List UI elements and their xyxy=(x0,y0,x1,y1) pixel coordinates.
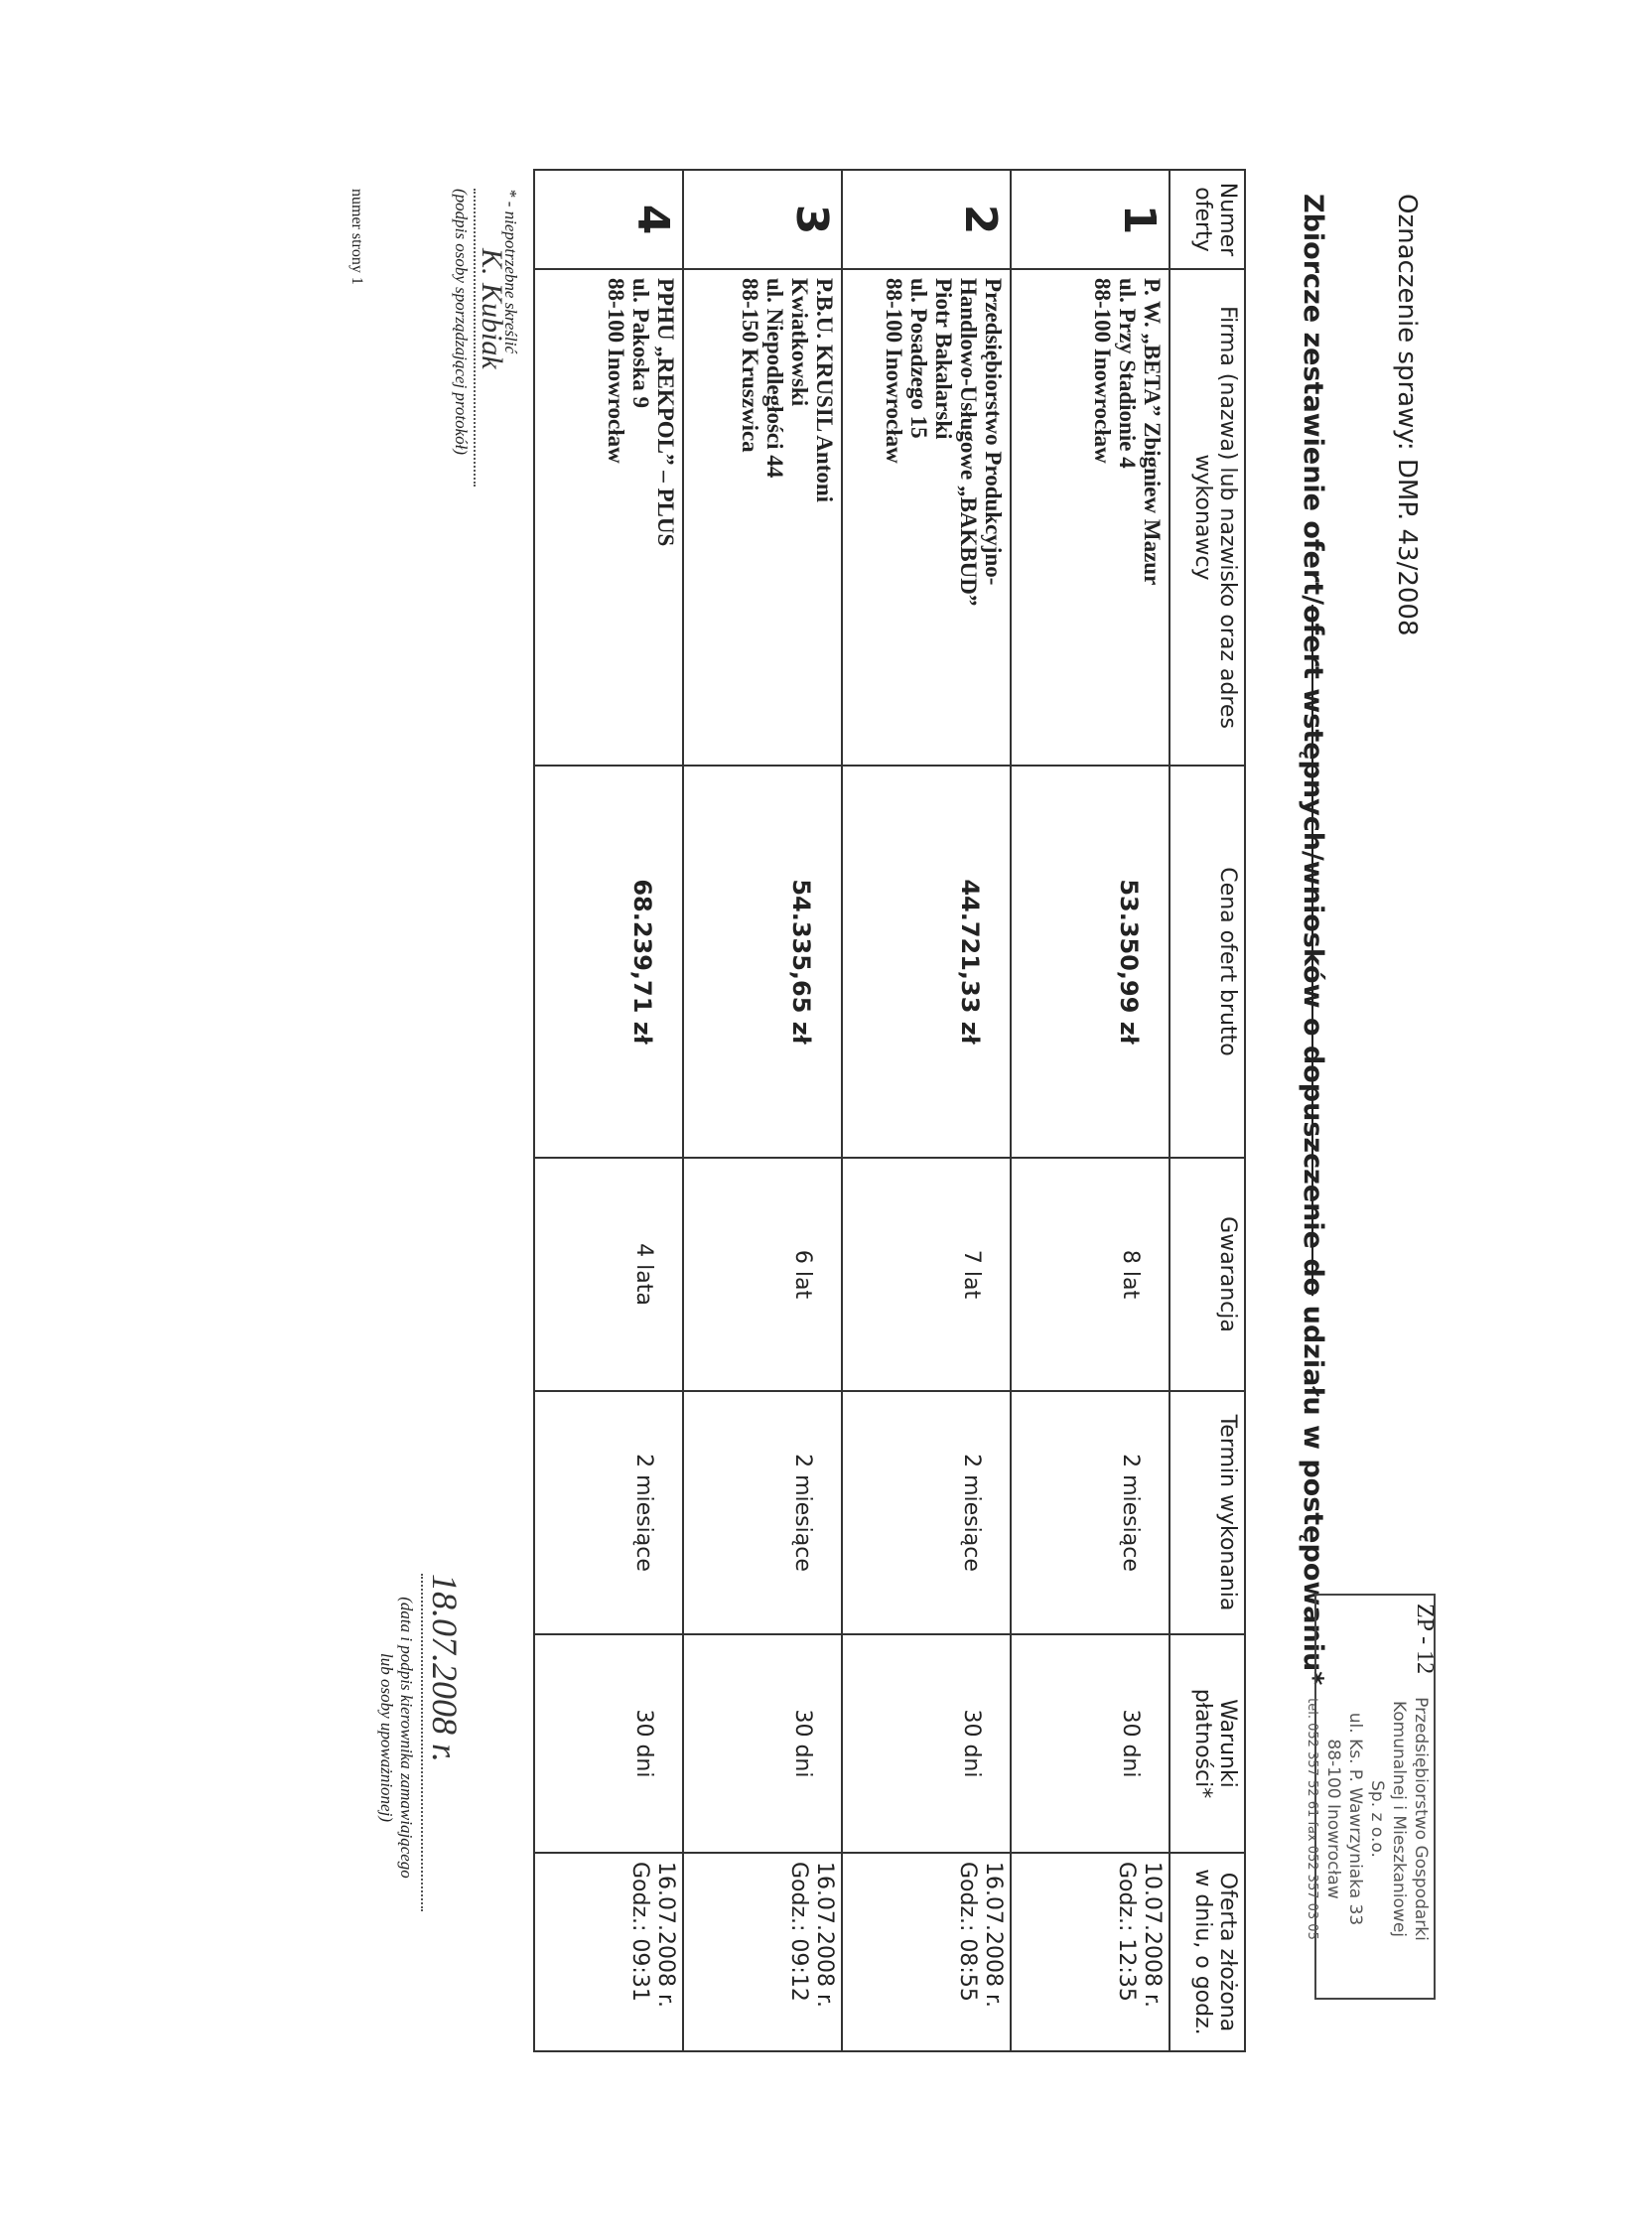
header-term: Termin wykonania xyxy=(1170,1391,1245,1634)
company-stamp xyxy=(1301,1645,1432,1993)
company-cell xyxy=(842,269,1011,766)
header-warranty: Gwarancja xyxy=(1170,1158,1245,1391)
company-line: P. W. „BETA” Zbigniew Mazur xyxy=(1140,278,1165,586)
payment-cell: 30 dni xyxy=(683,1634,842,1853)
header-submitted: Oferta złożona w dniu, o godz. xyxy=(1170,1853,1245,2051)
stamp-line: ul. Ks. P. Wawrzyniaka 33 xyxy=(1345,1712,1365,1926)
company-line: Handlowo-Usługowe „BAKBUD” xyxy=(956,278,981,607)
stamp-line: tel. 052 357 52 61 fax 052 357 03 05 xyxy=(1305,1698,1319,1940)
handwritten-date: 18.07.2008 r. xyxy=(425,1574,465,1763)
form-code-box xyxy=(1305,1594,1438,2000)
header-offer-number: Numer oferty xyxy=(1170,170,1245,269)
date-signature-line xyxy=(421,1574,423,1911)
table-row xyxy=(842,170,1011,2051)
payment-cell: 30 dni xyxy=(1011,1634,1170,1853)
page-number: numer strony 1 xyxy=(348,189,365,285)
company-line: P.B.U. KRUSIL Antoni xyxy=(812,278,837,503)
submitted-date: 16.07.2008 r. xyxy=(981,1862,1006,2008)
company-line: Kwiatkowski xyxy=(787,278,812,407)
submitted-cell xyxy=(683,1853,842,2051)
company-line: 88-100 Inowrocław xyxy=(1090,278,1115,464)
table-row xyxy=(683,170,842,2051)
company-cell xyxy=(1011,269,1170,766)
payment-cell: 30 dni xyxy=(534,1634,683,1853)
term-cell: 2 miesiące xyxy=(1011,1391,1170,1634)
submitted-cell xyxy=(1011,1853,1170,2051)
submitted-cell xyxy=(842,1853,1011,2051)
company-line: PPHU „REKPOL” – PLUS xyxy=(653,278,678,547)
submitted-date: 10.07.2008 r. xyxy=(1140,1862,1165,2008)
submitted-date: 16.07.2008 r. xyxy=(653,1862,678,2008)
caption-line: (data i podpis kierownika zamawiającego xyxy=(397,1597,416,1879)
company-line: 88-100 Inowrocław xyxy=(604,278,628,464)
price-cell: 68.239,71 zł xyxy=(534,766,683,1158)
company-line: Piotr Bakalarski xyxy=(931,278,956,440)
submitted-cell xyxy=(534,1853,683,2051)
case-reference: Oznaczenie sprawy: DMP. 43/2008 xyxy=(1392,194,1422,636)
price-cell: 44.721,33 zł xyxy=(842,766,1011,1158)
term-cell: 2 miesiące xyxy=(842,1391,1011,1634)
offer-number: 1 xyxy=(1011,170,1170,269)
signature-line xyxy=(474,189,476,487)
term-cell: 2 miesiące xyxy=(534,1391,683,1634)
company-line: ul. Niepodległości 44 xyxy=(762,278,787,479)
offer-number: 2 xyxy=(842,170,1011,269)
price-cell: 54.335,65 zł xyxy=(683,766,842,1158)
company-cell xyxy=(683,269,842,766)
document-title xyxy=(1298,194,1328,1685)
title-part: udziału w postępowaniu* xyxy=(1298,1296,1328,1686)
title-struck-part: ofert wstępnych/wniosków o dopuszczenie do xyxy=(1298,605,1328,1297)
stamp-line: 88-100 Inowrocław xyxy=(1323,1739,1343,1899)
offer-number: 3 xyxy=(683,170,842,269)
warranty-cell: 4 lata xyxy=(534,1158,683,1391)
header-company: Firma (nazwa) lub nazwisko oraz adres wykonawcy xyxy=(1170,269,1245,766)
caption-line: lub osoby upoważnionej) xyxy=(377,1653,396,1822)
warranty-cell: 8 lat xyxy=(1011,1158,1170,1391)
company-line: ul. Posadzego 15 xyxy=(906,278,931,439)
table-row xyxy=(534,170,683,2051)
company-line: Przedsiębiorstwo Produkcyjno- xyxy=(981,278,1006,586)
company-line: 88-100 Inowrocław xyxy=(882,278,906,464)
submitted-date: 16.07.2008 r. xyxy=(812,1862,837,2008)
submitted-time: Godz.: 08:55 xyxy=(955,1862,980,2002)
submitted-time: Godz.: 09:31 xyxy=(627,1862,652,2002)
warranty-cell: 6 lat xyxy=(683,1158,842,1391)
stamp-line: Przedsiębiorstwo Gospodarki xyxy=(1411,1697,1431,1941)
footnote: * - niepotrzebne skreślić xyxy=(501,189,520,354)
warranty-cell: 7 lat xyxy=(842,1158,1011,1391)
offer-number: 4 xyxy=(534,170,683,269)
submitted-time: Godz.: 12:35 xyxy=(1114,1862,1139,2002)
form-code: ZP - 12 xyxy=(1412,1604,1438,1675)
manager-caption xyxy=(376,1589,416,1886)
offers-table xyxy=(533,169,1246,2052)
table-row xyxy=(1011,170,1170,2051)
term-cell: 2 miesiące xyxy=(683,1391,842,1634)
price-cell: 53.350,99 zł xyxy=(1011,766,1170,1158)
stamp-line: Komunalnej i Mieszkaniowej xyxy=(1389,1700,1409,1938)
handwritten-signature: K. Kubiak xyxy=(476,248,508,369)
header-payment: Warunki płatności* xyxy=(1170,1634,1245,1853)
company-line: 88-150 Kruszwica xyxy=(738,278,762,453)
stamp-line: Sp. z o.o. xyxy=(1367,1780,1387,1858)
submitted-time: Godz.: 09:12 xyxy=(786,1862,811,2002)
company-line: ul. Przy Stadionie 4 xyxy=(1115,278,1140,469)
table-header-row xyxy=(1170,170,1245,2051)
company-line: ul. Pakoska 9 xyxy=(628,278,653,409)
title-part: Zbiorcze zestawienie ofert/ xyxy=(1298,194,1328,606)
preparer-caption: (podpis osoby sporządzającej protokół) xyxy=(452,189,471,456)
payment-cell: 30 dni xyxy=(842,1634,1011,1853)
header-price: Cena ofert brutto xyxy=(1170,766,1245,1158)
company-cell xyxy=(534,269,683,766)
